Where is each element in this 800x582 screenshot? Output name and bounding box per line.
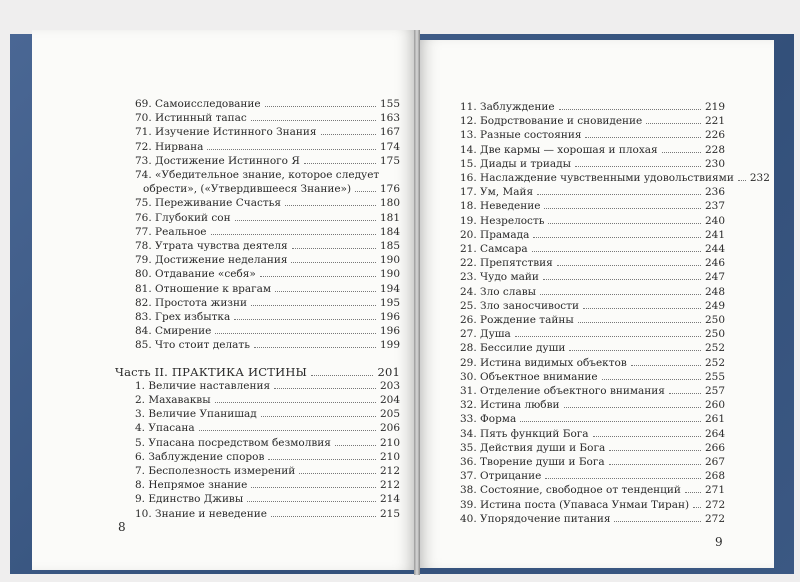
toc-entry-page: 210 (379, 450, 400, 463)
toc-entry-page: 163 (379, 112, 400, 125)
toc-entry (135, 393, 400, 407)
toc-entry-page: 237 (704, 200, 725, 213)
toc-entry-title: 40. Упорядочение питания (460, 512, 611, 525)
toc-entry-title: 75. Переживание Счастья (135, 197, 281, 210)
toc-dot-leader (532, 251, 701, 252)
toc-entry-title: 1. Величие наставления (135, 379, 271, 392)
toc-entry-title: 13. Разные состояния (460, 129, 582, 142)
toc-entry-title: 38. Состояние, свободное от тенденций (460, 484, 681, 497)
toc-dot-leader (685, 492, 701, 493)
toc-entry (135, 296, 400, 310)
toc-entry (460, 100, 725, 114)
toc-entry-title: 73. Достижение Истинного Я (135, 154, 300, 167)
toc-entry-page: 194 (379, 282, 400, 295)
toc-entry-title: 2. Махаваквы (135, 394, 211, 407)
toc-dot-leader (211, 234, 376, 235)
toc-entry-page: 219 (704, 101, 725, 113)
toc-entry-title: 18. Неведение (460, 200, 541, 213)
toc-entry-title: 25. Зло заносчивости (460, 299, 579, 312)
toc-entry-title: 28. Бессилие души (460, 342, 566, 355)
toc-entry-page: 181 (379, 211, 400, 224)
toc-entry-page: 230 (704, 157, 725, 170)
toc-entry (460, 313, 725, 327)
toc-entry-page: 244 (704, 243, 725, 256)
toc-entry (460, 427, 725, 441)
toc-entry-page: 252 (704, 356, 725, 369)
toc-entry (135, 324, 400, 338)
toc-dot-leader (247, 501, 376, 502)
toc-dot-leader (669, 393, 701, 394)
toc-part-page: 201 (377, 364, 400, 379)
toc-entry-title: 10. Знание и неведение (135, 507, 267, 520)
toc-entry-title: 9. Единство Дживы (135, 493, 244, 506)
toc-entry (135, 436, 400, 450)
toc-entry (135, 97, 400, 111)
toc-entry (460, 299, 725, 313)
toc-dot-leader (693, 507, 701, 508)
page-number-left: 8 (118, 520, 126, 534)
toc-entry (460, 242, 725, 256)
toc-entry-title: 17. Ум, Майя (460, 186, 534, 199)
toc-entry (135, 478, 400, 492)
toc-entry (460, 398, 725, 412)
toc-entry (460, 157, 725, 171)
toc-entry-page: 185 (379, 240, 400, 253)
toc-entry-title: 6. Заблуждение споров (135, 450, 265, 463)
toc-entry-title: 29. Истина видимых объектов (460, 356, 627, 369)
toc-entry-title: 27. Душа (460, 328, 511, 341)
toc-entry-page: 180 (379, 197, 400, 210)
toc-entry-page: 228 (704, 143, 725, 156)
toc-dot-leader (275, 291, 376, 292)
page-number-right: 9 (715, 535, 723, 549)
toc-entry (135, 507, 400, 521)
toc-entry-page: 272 (705, 498, 726, 511)
toc-dot-leader (304, 163, 376, 164)
toc-entry-title: 8. Непрямое знание (135, 479, 248, 492)
toc-entry (460, 285, 725, 299)
toc-entry (460, 128, 725, 142)
toc-entry (135, 140, 400, 154)
toc-entry-page: 248 (704, 285, 725, 298)
toc-entry-page: 221 (704, 115, 725, 128)
toc-entry-title: 79. Достижение неделания (135, 254, 288, 267)
toc-entry-page: 240 (704, 214, 725, 227)
toc-dot-leader (540, 294, 701, 295)
toc-dot-leader (291, 262, 376, 263)
toc-entry (460, 469, 725, 483)
toc-entry-page: 199 (379, 339, 400, 352)
toc-entry-title: 7. Бесполезность измерений (135, 465, 296, 478)
toc-dot-leader (533, 237, 701, 238)
toc-entry-page: 246 (704, 257, 725, 270)
toc-entry-title: 21. Самсара (460, 243, 528, 256)
toc-entry (135, 182, 400, 196)
toc-entry (135, 421, 400, 435)
toc-dot-leader (251, 120, 376, 121)
toc-dot-leader (585, 137, 701, 138)
toc-entry (460, 270, 725, 284)
toc-dot-leader (575, 166, 701, 167)
toc-entry-page: 260 (704, 399, 725, 412)
toc-dot-leader (564, 407, 701, 408)
toc-entry-title: 85. Что стоит делать (135, 339, 250, 352)
toc-entry (460, 341, 725, 355)
toc-entry-page: 249 (704, 299, 725, 312)
toc-entry-title: 23. Чудо майи (460, 271, 539, 284)
toc-entry (135, 407, 400, 421)
toc-entry-title: 14. Две кармы — хорошая и плохая (460, 143, 658, 156)
toc-entry (460, 412, 725, 426)
toc-dot-leader (544, 208, 701, 209)
toc-dot-leader (609, 450, 701, 451)
toc-dot-leader (260, 276, 376, 277)
toc-entry-page: 196 (379, 325, 400, 338)
toc-dot-leader (548, 223, 700, 224)
toc-dot-leader (268, 459, 376, 460)
toc-entry (135, 379, 400, 393)
toc-entry (135, 125, 400, 139)
toc-dot-leader (355, 191, 376, 192)
toc-dot-leader (251, 305, 376, 306)
toc-entry-page: 155 (379, 98, 400, 110)
toc-left-list (115, 97, 400, 521)
toc-entry (135, 450, 400, 464)
toc-entry-page: 204 (379, 394, 400, 407)
toc-entry (135, 111, 400, 125)
toc-entry (135, 168, 400, 182)
toc-entry-title: 76. Глубокий сон (135, 211, 231, 224)
toc-entry-title: 80. Отдавание «себя» (135, 268, 256, 281)
toc-entry-page: 257 (704, 385, 725, 398)
toc-entry (460, 171, 770, 185)
toc-entry-page: 190 (379, 268, 400, 281)
toc-entry (460, 384, 725, 398)
toc-entry-title: 22. Препятствия (460, 257, 553, 270)
toc-dot-leader (299, 473, 376, 474)
toc-entry (460, 214, 725, 228)
toc-entry-title: 3. Величие Упанишад (135, 408, 257, 421)
toc-entry-title: 31. Отделение объектного внимания (460, 385, 665, 398)
toc-entry-page: 261 (704, 413, 725, 426)
toc-entry-page: 268 (704, 470, 725, 483)
toc-right-list (460, 100, 770, 526)
toc-entry (135, 225, 400, 239)
toc-entry-title: 15. Диады и триады (460, 157, 571, 170)
toc-entry-page: 252 (704, 342, 725, 355)
toc-dot-leader (215, 333, 376, 334)
toc-entry-title: 26. Рождение тайны (460, 314, 574, 327)
toc-entry-page: 271 (704, 484, 725, 497)
book-gutter (414, 30, 420, 575)
toc-entry (460, 483, 725, 497)
toc-dot-leader (271, 516, 376, 517)
toc-entry (135, 196, 400, 210)
toc-entry-title: 5. Упасана посредством безмолвия (135, 436, 331, 449)
toc-dot-leader (545, 478, 701, 479)
toc-entry (135, 253, 400, 267)
toc-entry-page: 266 (704, 441, 725, 454)
toc-entry-title: 70. Истинный тапас (135, 112, 247, 125)
toc-dot-leader (559, 109, 701, 110)
toc-entry-page: 184 (379, 225, 400, 238)
toc-entry (135, 154, 400, 168)
toc-entry-page: 206 (379, 422, 400, 435)
toc-entry-title: 82. Простота жизни (135, 296, 248, 309)
toc-entry-page: 205 (379, 408, 400, 421)
toc-entry (460, 256, 725, 270)
toc-entry-title: 78. Утрата чувства деятеля (135, 240, 288, 253)
toc-entry-title: 33. Форма (460, 413, 517, 426)
toc-entry (460, 370, 725, 384)
toc-dot-leader (593, 436, 701, 437)
toc-entry-page: 212 (379, 465, 400, 478)
toc-entry (460, 441, 725, 455)
toc-entry-title: 83. Грех избытка (135, 311, 231, 324)
toc-entry-title: 69. Самоисследование (135, 98, 261, 110)
toc-entry-title: 39. Истина поста (Упаваса Унмаи Тиран) (460, 498, 690, 511)
toc-entry-page: 250 (704, 328, 725, 341)
toc-entry-page: 241 (704, 228, 725, 241)
toc-entry-page: 212 (379, 479, 400, 492)
toc-dot-leader (614, 521, 700, 522)
toc-entry-title: 84. Смирение (135, 325, 212, 338)
toc-entry-page: 214 (379, 493, 400, 506)
toc-dot-leader (738, 180, 746, 181)
toc-dot-leader (602, 379, 701, 380)
toc-entry-title: 81. Отношение к врагам (135, 282, 272, 295)
toc-entry (460, 185, 725, 199)
toc-entry-page: 190 (379, 254, 400, 267)
toc-entry (135, 492, 400, 506)
toc-entry (460, 114, 725, 128)
toc-dot-leader (215, 402, 376, 403)
toc-entry-page: 174 (379, 140, 400, 153)
toc-dot-leader (321, 134, 376, 135)
toc-entry-page: 272 (704, 512, 725, 525)
toc-dot-leader (285, 205, 376, 206)
toc-dot-leader (234, 319, 376, 320)
toc-entry-page: 236 (704, 186, 725, 199)
toc-entry-title: 71. Изучение Истинного Знания (135, 126, 317, 139)
toc-entry-page: 226 (704, 129, 725, 142)
toc-entry-title: 30. Объектное внимание (460, 370, 598, 383)
toc-entry (460, 228, 725, 242)
toc-part-title: Часть II. ПРАКТИКА ИСТИНЫ (115, 364, 308, 379)
toc-entry-title: 74. «Убедительное знание, которое следует (135, 169, 380, 182)
toc-entry-title: 24. Зло славы (460, 285, 536, 298)
toc-dot-leader (335, 445, 376, 446)
toc-dot-leader (662, 152, 701, 153)
toc-entry-title: обрести», («Утвердившееся Знание») (143, 183, 352, 196)
toc-entry (135, 239, 400, 253)
toc-entry-page: 175 (379, 154, 400, 167)
toc-entry-title: 32. Истина любви (460, 399, 560, 412)
toc-entry-page: 267 (704, 456, 725, 469)
toc-dot-leader (207, 149, 376, 150)
toc-entry (135, 464, 400, 478)
toc-dot-leader (569, 350, 701, 351)
toc-entry-page: 250 (704, 314, 725, 327)
toc-dot-leader (520, 421, 701, 422)
toc-entry (460, 199, 725, 213)
toc-entry-page: 176 (379, 183, 400, 196)
toc-entry-page: 195 (379, 296, 400, 309)
toc-entry-title: 35. Действия души и Бога (460, 441, 606, 454)
toc-entry-page: 232 (749, 172, 770, 185)
toc-entry-title: 4. Упасана (135, 422, 195, 435)
toc-dot-leader (578, 322, 701, 323)
toc-entry-title: 37. Отрицание (460, 470, 542, 483)
toc-entry-title: 20. Прамада (460, 228, 530, 241)
toc-dot-leader (251, 487, 376, 488)
toc-entry-title: 77. Реальное (135, 225, 207, 238)
toc-entry-page: 203 (379, 379, 400, 392)
toc-entry (460, 143, 725, 157)
toc-entry-page: 196 (379, 311, 400, 324)
toc-entry (460, 356, 725, 370)
toc-dot-leader (515, 336, 701, 337)
toc-entry-title: 12. Бодрствование и сновидение (460, 115, 643, 128)
toc-dot-leader (609, 464, 701, 465)
toc-dot-leader (261, 416, 376, 417)
toc-entry (135, 211, 400, 225)
toc-entry (460, 455, 725, 469)
toc-entry (135, 310, 400, 324)
toc-entry-page: 255 (704, 370, 725, 383)
toc-dot-leader (274, 388, 376, 389)
toc-entry-title: 34. Пять функций Бога (460, 427, 589, 440)
toc-entry-title: 36. Творение души и Бога (460, 456, 605, 469)
toc-entry (460, 327, 725, 341)
toc-dot-leader (557, 265, 701, 266)
toc-entry-page: 215 (379, 507, 400, 520)
toc-dot-leader (292, 248, 376, 249)
toc-entry-page: 167 (379, 126, 400, 139)
toc-entry (135, 267, 400, 281)
toc-part-heading (115, 365, 400, 379)
toc-dot-leader (311, 375, 373, 376)
toc-entry-title: 72. Нирвана (135, 140, 204, 153)
toc-entry-title: 16. Наслаждение чувственными удовольствиями (460, 172, 734, 185)
toc-entry-page: 210 (379, 436, 400, 449)
toc-dot-leader (537, 194, 701, 195)
toc-dot-leader (583, 308, 701, 309)
toc-dot-leader (265, 106, 376, 107)
toc-dot-leader (543, 279, 701, 280)
toc-entry-title: 19. Незрелость (460, 214, 545, 227)
toc-entry-title: 11. Заблуждение (460, 101, 555, 113)
toc-entry (135, 338, 400, 352)
toc-dot-leader (199, 430, 376, 431)
toc-dot-leader (254, 347, 376, 348)
toc-dot-leader (235, 220, 376, 221)
toc-entry-page: 264 (704, 427, 725, 440)
toc-entry (460, 498, 725, 512)
toc-entry (460, 512, 725, 526)
toc-entry (135, 282, 400, 296)
toc-dot-leader (631, 365, 701, 366)
toc-entry-page: 247 (704, 271, 725, 284)
toc-dot-leader (646, 123, 701, 124)
